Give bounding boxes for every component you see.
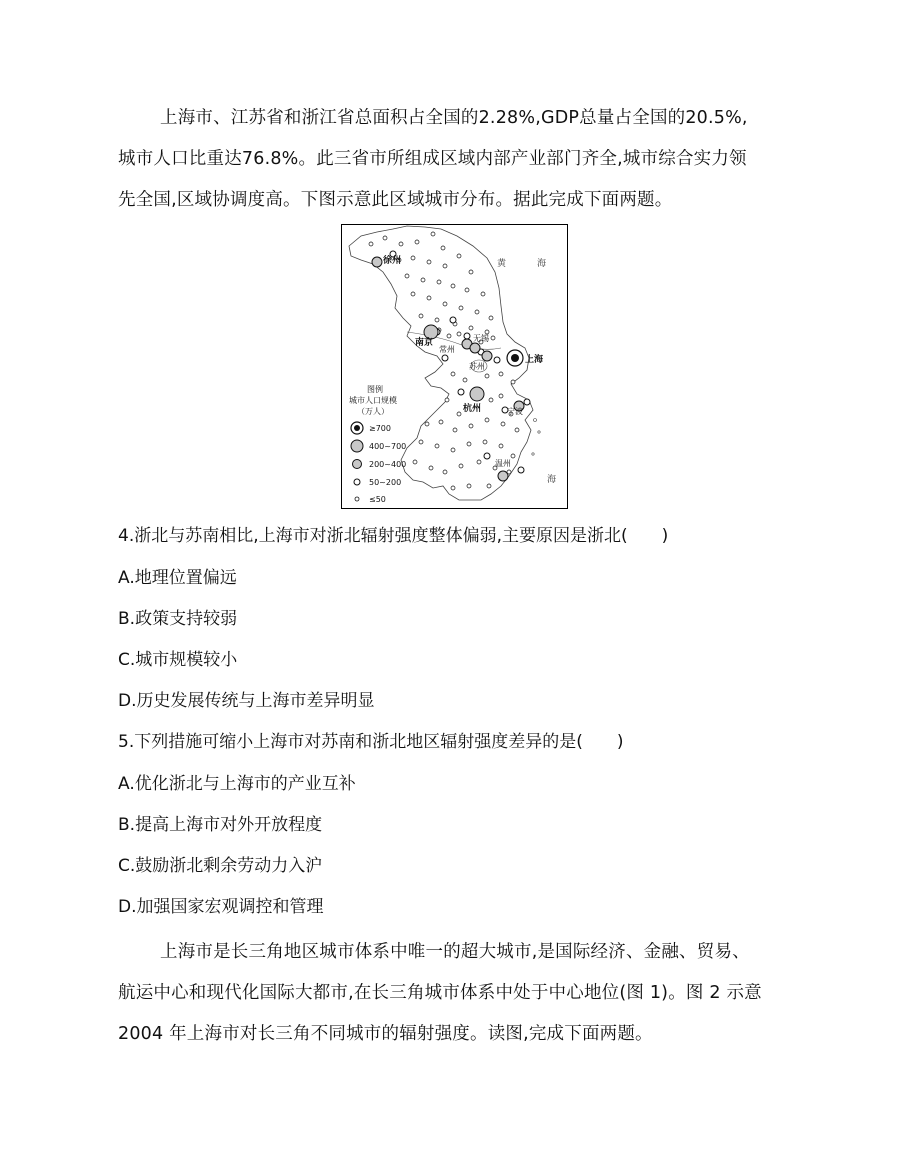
question-5-option-c[interactable]: C.鼓励浙北剩余劳动力入沪: [118, 856, 323, 876]
legend-item-3: 200~400: [369, 460, 407, 469]
intro-line: 上海市是长三角地区城市体系中唯一的超大城市,是国际经济、金融、贸易、: [160, 942, 750, 962]
city-label-nanjing: 南京: [415, 338, 434, 348]
question-4-stem: 4.浙北与苏南相比,上海市对浙北辐射强度整体偏弱,主要原因是浙北( ): [118, 526, 669, 546]
question-4-option-b[interactable]: B.政策支持较弱: [118, 609, 238, 629]
intro-line: 城市人口比重达76.8%。此三省市所组成区域内部产业部门齐全,城市综合实力领: [118, 149, 747, 169]
question-4-option-a[interactable]: A.地理位置偏远: [118, 568, 237, 588]
intro-line: 2004 年上海市对长三角不同城市的辐射强度。读图,完成下面两题。: [118, 1024, 653, 1044]
question-4-option-d[interactable]: D.历史发展传统与上海市差异明显: [118, 691, 375, 711]
city-label-changzhou: 常州: [439, 345, 455, 354]
city-label-wuxi: 无锡: [473, 334, 489, 343]
legend-item-1: ≥700: [369, 424, 391, 433]
legend-unit: （万人）: [357, 407, 389, 416]
legend-item-2: 400~700: [369, 442, 407, 451]
legend-item-4: 50~200: [369, 478, 402, 487]
city-label-ningbo: 宁波: [507, 407, 523, 416]
intro-line: 上海市、江苏省和浙江省总面积占全国的2.28%,GDP总量占全国的20.5%,: [160, 108, 748, 128]
legend-title: 图例: [367, 385, 383, 394]
question-5-option-b[interactable]: B.提高上海市对外开放程度: [118, 815, 323, 835]
intro-line: 航运中心和现代化国际大都市,在长三角城市体系中处于中心地位(图 1)。图 2 示意: [118, 983, 762, 1003]
city-label-suzhou: 苏州: [469, 362, 485, 371]
city-label-hangzhou: 杭州: [463, 404, 482, 414]
sea-label-hai: 海: [537, 259, 547, 269]
sea-label-hai-east: 海: [547, 475, 557, 485]
sea-label-huang: 黄: [497, 259, 507, 269]
question-5-option-d[interactable]: D.加强国家宏观调控和管理: [118, 897, 324, 917]
city-label-wenzhou: 温州: [495, 459, 511, 468]
city-distribution-map: [341, 224, 568, 509]
question-5-option-a[interactable]: A.优化浙北与上海市的产业互补: [118, 774, 356, 794]
intro-paragraph-2: [118, 932, 788, 1055]
question-5-stem: 5.下列措施可缩小上海市对苏南和浙北地区辐射强度差异的是( ): [118, 732, 624, 752]
question-4-option-c[interactable]: C.城市规模较小: [118, 650, 238, 670]
city-label-shanghai: 上海: [525, 355, 544, 365]
city-label-xuzhou: 徐州: [383, 256, 402, 266]
legend-subtitle: 城市人口规模: [349, 396, 397, 405]
legend-item-5: ≤50: [369, 495, 386, 504]
intro-paragraph-1: [118, 98, 788, 221]
intro-line: 先全国,区域协调度高。下图示意此区域城市分布。据此完成下面两题。: [118, 190, 673, 210]
